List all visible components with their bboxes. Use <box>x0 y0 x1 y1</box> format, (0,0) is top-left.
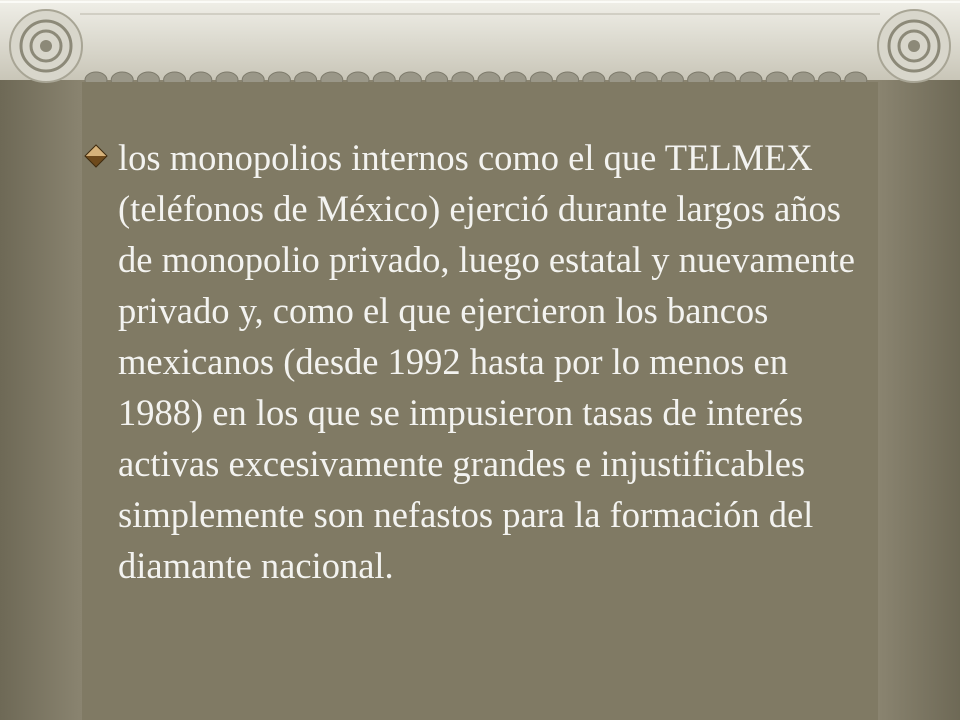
right-volute-icon <box>878 10 950 82</box>
left-pillar <box>0 80 82 720</box>
right-pillar <box>878 80 960 720</box>
bullet-item <box>82 132 862 591</box>
diamond-bullet-icon <box>82 142 110 170</box>
bullet-text: los monopolios internos como el que TELMEX (teléfonos de México) ejerció durante largos años de monopolio privado, luego estatal y nuevamente privado y, como el que ejercieron los bancos mexicanos (desde 1992 hasta por lo menos en 1988) en los que se impusieron tasas de interés activas excesivamente grandes e injustificables simplemente son nefastos para la formación del diamante nacional. <box>118 137 855 586</box>
capital-slab <box>0 0 960 80</box>
left-volute-icon <box>10 10 82 82</box>
